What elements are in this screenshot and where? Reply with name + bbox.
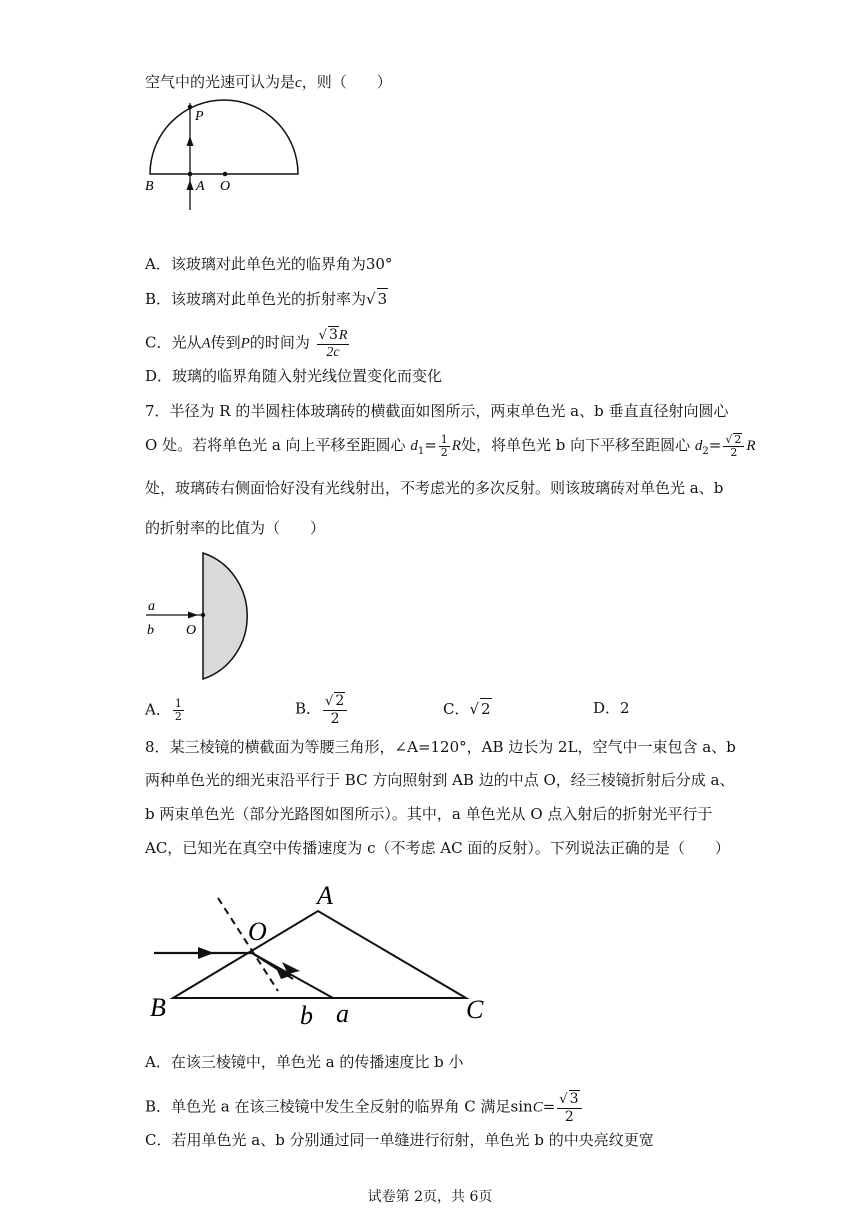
q6-tail-line: 空气中的光速可认为是c，则（ ） [145, 73, 392, 91]
q8-line-3: b 两束单色光（部分光路图如图所示）。其中，a 单色光从 O 点入射后的折射光平行于 [145, 805, 713, 823]
q8-option-b: B．单色光 a 在该三棱镜中发生全反射的临界角 C 满足sinC= $\frac{√ 3}{2}$ [145, 1090, 584, 1125]
label-A: A [317, 881, 333, 910]
label-B: B [145, 179, 154, 194]
label-C: C [466, 995, 484, 1024]
q7-option-a: A． $\frac{1}{2}$ [145, 697, 182, 723]
label-a: a [148, 599, 155, 614]
label-a: a [336, 999, 349, 1028]
prism-figure [148, 878, 498, 1030]
label-O: O [220, 179, 231, 194]
q6-option-b: B．该玻璃对此单色光的折射率为√ 3 [145, 290, 388, 308]
q6-option-c: C．光从A传到P的时间为 $\frac{√ 3R}{2c}$ [145, 327, 348, 360]
semicircle-figure [140, 98, 310, 213]
q7-line-1: 7．半径为 R 的半圆柱体玻璃砖的横截面如图所示，两束单色光 a、b 垂直直径射向圆心 [145, 402, 729, 420]
q8-line-4: AC，已知光在真空中传播速度为 c（不考虑 AC 面的反射）。下列说法正确的是（ ） [145, 839, 730, 857]
q6-option-a: A．该玻璃对此单色光的临界角为30° [145, 255, 393, 273]
q7-line-2: O 处。若将单色光 a 向上平移至距圆心 $d_1=$ $\frac{1}{2}$ R处，将单色光 b 向下平移至距圆心 $d_2=$ $\frac{√ 2}{2}$ R [145, 432, 756, 459]
half-disc-figure [140, 548, 280, 688]
label-b: b [147, 623, 154, 638]
label-b: b [300, 1001, 313, 1030]
label-O: O [248, 917, 267, 946]
label-A: A [196, 179, 205, 194]
label-P: P [195, 109, 204, 124]
q7-option-d: D．2 [593, 699, 630, 717]
q8-line-1: 8．某三棱镜的横截面为等腰三角形，∠A=120°，AB 边长为 2L，空气中一束包含 a、b [145, 738, 736, 756]
q8-option-a: A．在该三棱镜中，单色光 a 的传播速度比 b 小 [145, 1053, 464, 1071]
label-O: O [186, 623, 197, 638]
q8-option-c: C．若用单色光 a、b 分别通过同一单缝进行衍射，单色光 b 的中央亮纹更宽 [145, 1131, 654, 1149]
q7-line-4: 的折射率的比值为（ ） [145, 519, 326, 537]
q6-option-d: D．玻璃的临界角随入射光线位置变化而变化 [145, 367, 443, 385]
q7-option-c: C．√ 2 [443, 700, 491, 718]
q7-option-b: B． $\frac{√ 2}{2}$ [295, 692, 349, 727]
q7-line-3: 处，玻璃砖右侧面恰好没有光线射出，不考虑光的多次反射。则该玻璃砖对单色光 a、b [145, 479, 724, 497]
label-B: B [150, 993, 166, 1022]
page-footer: 试卷第 2页，共 6页 [367, 1189, 493, 1205]
q8-line-2: 两种单色光的细光束沿平行于 BC 方向照射到 AB 边的中点 O，经三棱镜折射后分成 a、 [145, 771, 735, 789]
